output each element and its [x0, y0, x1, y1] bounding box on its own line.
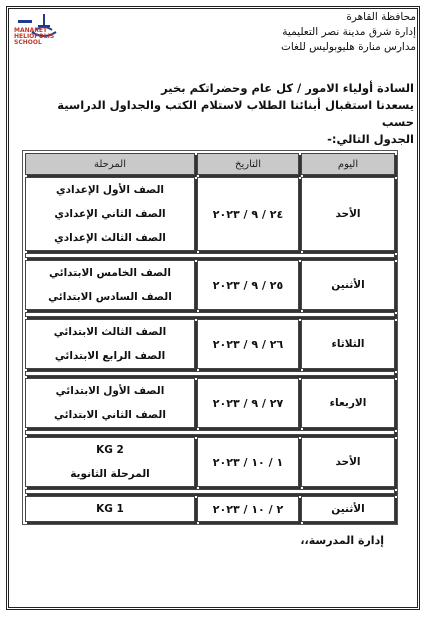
day-cell: الأثنين: [301, 496, 395, 522]
announcement-line: يسعدنا استقبال أبنائنا الطلاب لاستلام الكتب والجداول الدراسية حسب: [57, 98, 414, 129]
stage-cell: [25, 177, 195, 251]
row-spacer-cell: [25, 312, 395, 317]
logo-text-top: MANARET: [14, 27, 48, 34]
table-header-row: [25, 153, 395, 175]
logo-text-bottom: HELIOPOLIS SCHOOL: [14, 33, 55, 46]
row-spacer-cell: [25, 489, 395, 494]
date-cell: ٢ / ١٠ / ٢٠٢٣: [197, 496, 299, 522]
stage-name: المرحلة الثانوية: [70, 468, 150, 480]
header-stage: المرحلة: [25, 153, 195, 175]
stage-cell: [25, 437, 195, 487]
greeting-line: السادة أولياء الامور / كل عام وحضراتكم بخير: [161, 81, 414, 95]
table-row: [25, 319, 395, 369]
row-spacer: [25, 312, 395, 317]
date-cell: ٢٧ / ٩ / ٢٠٢٣: [197, 378, 299, 428]
table-row: [25, 378, 395, 428]
stage-name: الصف الثاني الابتدائي: [54, 409, 166, 421]
day-cell: الاربعاء: [301, 378, 395, 428]
stage-name: الصف الرابع الابتدائي: [54, 350, 166, 362]
row-spacer-cell: [25, 253, 395, 258]
stage-name: الصف الثاني الإعدادي: [54, 208, 166, 220]
stage-name: KG 1: [96, 503, 124, 515]
directorate: إدارة شرق مدينة نصر التعليمية: [282, 26, 416, 38]
letterhead: [281, 10, 416, 55]
row-spacer-cell: [25, 430, 395, 435]
stage-name: الصف الأول الابتدائي: [55, 385, 165, 397]
schedule-table: [22, 150, 398, 525]
row-spacer: [25, 371, 395, 376]
signature: إدارة المدرسة،،: [300, 534, 384, 547]
stage-name: الصف الخامس الابتدائي: [49, 267, 171, 279]
table-row: [25, 177, 395, 251]
day-cell: الثلاثاء: [301, 319, 395, 369]
table-row: [25, 260, 395, 310]
school-logo: [14, 12, 72, 48]
row-spacer: [25, 489, 395, 494]
intro-text: [29, 80, 414, 148]
stage-name: الصف الأول الإعدادي: [55, 184, 165, 196]
stage-cell: [25, 378, 195, 428]
stage-cell: [25, 319, 195, 369]
stage-cell: [25, 496, 195, 522]
date-cell: ١ / ١٠ / ٢٠٢٣: [197, 437, 299, 487]
table-row: [25, 496, 395, 522]
row-spacer-cell: [25, 371, 395, 376]
day-cell: الأثنين: [301, 260, 395, 310]
stage-name: الصف السادس الابتدائي: [48, 291, 172, 303]
announcement-line-end: الجدول التالي:-: [327, 132, 414, 146]
stage-name: الصف الثالث الإعدادي: [54, 232, 166, 244]
governorate: محافظة القاهرة: [346, 11, 416, 23]
day-cell: الأحد: [301, 177, 395, 251]
date-cell: ٢٦ / ٩ / ٢٠٢٣: [197, 319, 299, 369]
stage-cell: [25, 260, 195, 310]
stage-name: KG 2: [96, 444, 124, 456]
date-cell: ٢٥ / ٩ / ٢٠٢٣: [197, 260, 299, 310]
row-spacer: [25, 253, 395, 258]
date-cell: ٢٤ / ٩ / ٢٠٢٣: [197, 177, 299, 251]
header-date: التاريخ: [197, 153, 299, 175]
day-cell: الأحد: [301, 437, 395, 487]
school-name: مدارس منارة هليوبوليس للغات: [280, 41, 416, 53]
table-row: [25, 437, 395, 487]
stage-name: الصف الثالث الابتدائي: [53, 326, 167, 338]
row-spacer: [25, 430, 395, 435]
logo-text: [14, 28, 72, 46]
header-day: اليوم: [301, 153, 395, 175]
